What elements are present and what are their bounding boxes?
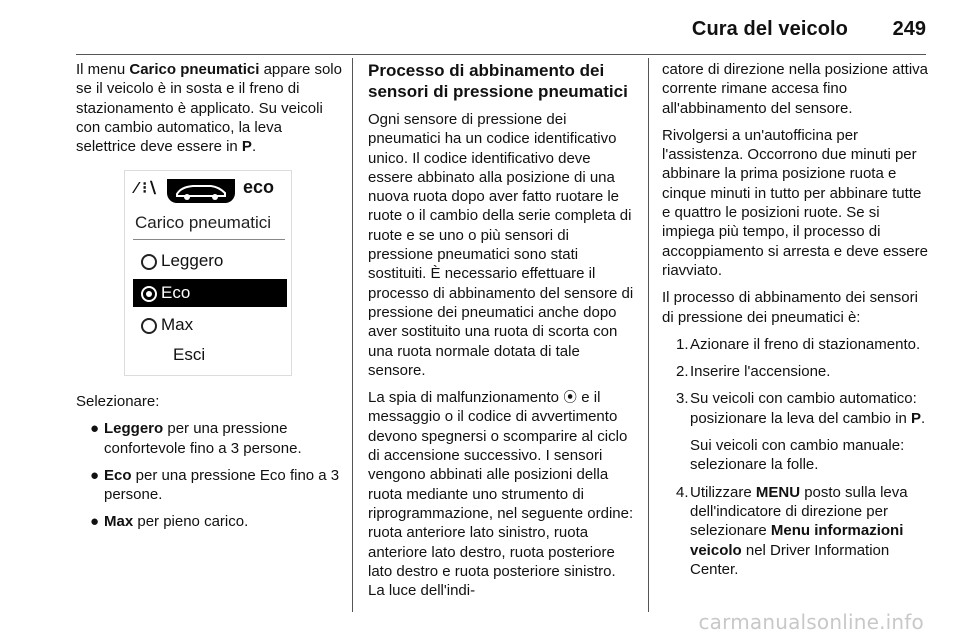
intro-paragraph: Il menu Carico pneumatici appare solo se il veicolo è in sosta e il freno di stazionamento è applicato. Su veicoli con cambio automatico, la leva selettrice deve essere in P. xyxy=(76,61,342,156)
paragraph: Ogni sensore di pressione dei pneumatici ha un codice identificativo unico. Il codice identificativo deve essere abbinato alla posizione di una nuova ruota dopo aver fatto ruotare le ruote o il cambio della serie completa di ruote e se uno o più sensori di pressione pneumatici sono stati sostituiti. È necessario effettuare il processo di abbinamento del sensore di pressione dei pneumatici anche dopo aver sostituito una ruota di scorta con una ruota normale dotata di tale sensore. xyxy=(368,111,634,379)
paragraph: Rivolgersi a un'autofficina per l'assistenza. Occorrono due minuti per abbinare la prima posizione ruota e cinque minuti in tutto per abbinare tutte e quattro le posizioni ruote. Se si impiega più tempo, il processo di accoppiamento si arresta e deve essere riavviato. xyxy=(662,126,928,279)
watermark: carmanualsonline.info xyxy=(698,610,924,634)
screen-title: Carico pneumatici xyxy=(135,213,272,232)
option-eco[interactable]: Eco xyxy=(133,279,287,307)
column-1-lower xyxy=(76,392,342,540)
column-3 xyxy=(662,60,932,587)
radio-selected-icon xyxy=(141,286,157,302)
bullet-item: ● Leggero per una pressione confortevole fino a 3 persone. xyxy=(90,420,302,457)
warning-icon: ⁄ ⁝∖ xyxy=(135,180,158,197)
select-label: Selezionare: xyxy=(76,393,160,410)
tpms-warning-icon: ⦿ xyxy=(563,389,578,406)
step-note: Sui veicoli con cambio manuale: selezionare la folle. xyxy=(690,437,905,474)
step-item: 3. Su veicoli con cambio automatico: posizionare la leva del cambio in P. xyxy=(676,390,926,427)
display-screen-figure xyxy=(124,170,292,376)
option-max[interactable]: Max xyxy=(133,311,287,339)
car-icon xyxy=(167,179,235,203)
option-leggero[interactable]: Leggero xyxy=(133,247,287,275)
section-title: Cura del veicolo xyxy=(691,18,848,40)
eco-indicator: eco xyxy=(243,177,275,197)
bullet-item: ● Max per pieno carico. xyxy=(90,513,249,531)
bullet-item: ● Eco per una pressione Eco fino a 3 persone. xyxy=(90,466,340,504)
screen-divider xyxy=(133,239,285,240)
radio-icon xyxy=(141,318,157,334)
column-2 xyxy=(368,60,636,608)
section-heading: Processo di abbinamento dei sensori di pressione pneumatici xyxy=(368,61,628,101)
step-item: 1. Azionare il freno di stazionamento. xyxy=(676,335,921,353)
screen-status-bar xyxy=(125,175,291,201)
header-rule xyxy=(76,54,926,55)
paragraph: catore di direzione nella posizione attiva corrente rimane accesa fino all'abbinamento del sensore. xyxy=(662,61,928,117)
exit-option[interactable]: Esci xyxy=(173,345,206,364)
paragraph: Il processo di abbinamento dei sensori di pressione dei pneumatici è: xyxy=(662,289,918,326)
page-header xyxy=(0,8,960,48)
column-1 xyxy=(76,60,342,164)
paragraph: La spia di malfunzionamento ⦿ e il messaggio o il codice di avvertimento devono spegnersi o scomparire al ciclo di accensione successivo. I sensori vengono abbinati alle posizioni della ruota mediante uno strumento di riprogrammazione, nel seguente ordine: ruota anteriore lato sinistro, ruota anteriore lato destro, ruota posteriore lato destro e ruota posteriore sinistro. La luce dell'indi- xyxy=(368,389,634,600)
column-divider xyxy=(352,58,353,612)
step-item: 4. Utilizzare MENU posto sulla leva dell'indicatore di direzione per selezionare Menu informazioni veicolo nel Driver Information Center. xyxy=(676,483,908,578)
column-divider xyxy=(648,58,649,612)
step-item: 2. Inserire l'accensione. xyxy=(676,363,831,381)
radio-icon xyxy=(141,254,157,270)
page-number: 249 xyxy=(892,18,926,40)
